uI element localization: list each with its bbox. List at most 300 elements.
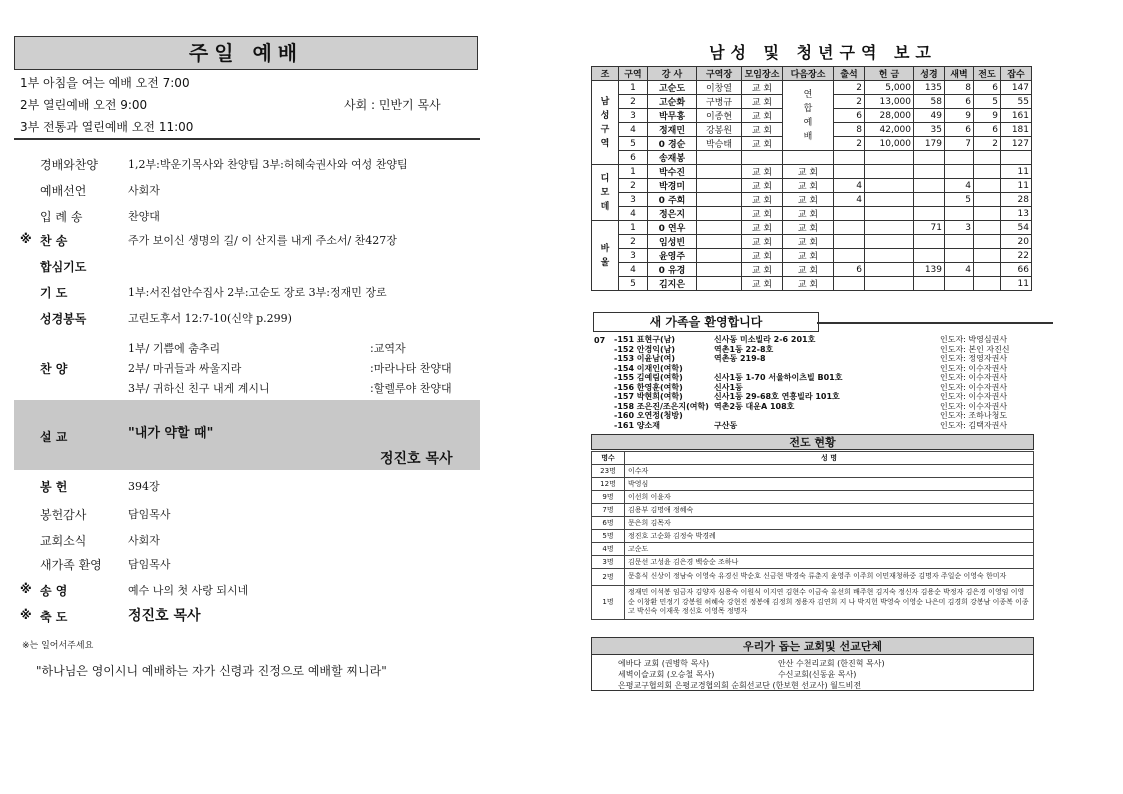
- table-cell: 박경미: [648, 179, 697, 193]
- table-cell: 김지은: [648, 277, 697, 291]
- table-cell: [974, 165, 1001, 179]
- newfamily-name: -157 박현희(여학): [614, 392, 683, 401]
- table-cell: [945, 207, 974, 221]
- table-row: [592, 81, 1032, 95]
- table-cell: 58: [914, 95, 945, 109]
- table-cell: [914, 179, 945, 193]
- praise-choir: :마라나타 찬양대: [370, 362, 452, 375]
- order-label: 봉헌감사: [40, 508, 87, 522]
- newfamily-guide: 인도자: 박영심권사: [940, 335, 1008, 344]
- table-cell: 10,000: [865, 137, 914, 151]
- table-cell: 1: [619, 165, 648, 179]
- order-value: 394장: [128, 480, 160, 493]
- table-cell: 교 회: [742, 81, 783, 95]
- table-row: [592, 543, 1034, 556]
- table-cell: 9: [974, 109, 1001, 123]
- newfamily-address: 역촌2동 대운A 108호: [714, 401, 795, 411]
- table-cell: [865, 151, 914, 165]
- table-cell: 교 회: [742, 179, 783, 193]
- closing-verse: "하나님은 영이시니 예배하는 자가 신령과 진정으로 예배할 찌니라": [36, 664, 387, 678]
- report-header-cell: 조: [592, 67, 619, 81]
- order-value: 담임목사: [128, 558, 171, 571]
- table-row: [592, 530, 1034, 543]
- report-header-cell: 다음장소: [783, 67, 834, 81]
- table-cell: [697, 249, 742, 263]
- service-time-2: 2부 열린예배 오전 9:00: [20, 98, 148, 112]
- table-cell: [945, 235, 974, 249]
- table-cell: [865, 221, 914, 235]
- table-row: [592, 586, 1034, 620]
- table-cell: [834, 277, 865, 291]
- order-label: 입 례 송: [40, 210, 83, 224]
- table-cell: 2: [834, 81, 865, 95]
- order-value: 담임목사: [128, 508, 171, 521]
- worship-order-panel: [14, 36, 480, 756]
- table-cell: 2: [619, 179, 648, 193]
- table-cell: 교 회: [783, 277, 834, 291]
- report-header-cell: 전도: [974, 67, 1001, 81]
- report-header-cell: 새벽: [945, 67, 974, 81]
- table-cell: 5: [619, 137, 648, 151]
- order-label: 교회소식: [40, 534, 87, 548]
- newfamily-address: 신사1동 1-70 서울하이츠빌 B01호: [714, 373, 843, 382]
- table-row: [592, 151, 1032, 165]
- table-cell: 6: [945, 123, 974, 137]
- newfamily-name: -151 표현구(남): [614, 335, 676, 344]
- table-cell: 147: [1001, 81, 1032, 95]
- table-cell: 고순도: [648, 81, 697, 95]
- table-cell: 7: [945, 137, 974, 151]
- evangelism-count: 23명: [592, 465, 625, 478]
- table-cell: 고순화: [648, 95, 697, 109]
- table-cell: 11: [1001, 277, 1032, 291]
- table-cell: [865, 235, 914, 249]
- newfamily-guide: 인도자: 이수자권사: [940, 382, 1008, 392]
- table-row: [592, 193, 1032, 207]
- table-cell: 교 회: [742, 221, 783, 235]
- table-cell: 28: [1001, 193, 1032, 207]
- order-label: 새가족 환영: [40, 558, 102, 572]
- mission-item: 안산 수천리교회 (한진혁 목사): [778, 659, 885, 668]
- newfamily-name: -154 이재인(여학): [614, 363, 683, 373]
- group-name: 디 모 데: [592, 165, 619, 221]
- table-cell: 4: [945, 263, 974, 277]
- table-cell: [865, 207, 914, 221]
- newfamily-guide: 인도자: 이수자권사: [940, 373, 1008, 382]
- table-cell: [974, 193, 1001, 207]
- order-label: 경배와찬양: [40, 158, 98, 172]
- table-cell: 3: [619, 109, 648, 123]
- table-cell: 0 주희: [648, 193, 697, 207]
- order-value: 사회자: [128, 534, 160, 547]
- next-place: 연 합 예 배: [783, 81, 834, 151]
- order-value: 찬양대: [128, 210, 160, 223]
- table-cell: 정재민: [648, 123, 697, 137]
- table-cell: [834, 207, 865, 221]
- divider: [14, 138, 480, 140]
- table-cell: 9: [945, 109, 974, 123]
- table-cell: [865, 165, 914, 179]
- table-cell: 2: [974, 137, 1001, 151]
- newfamily-address: 역촌동 219-8: [714, 354, 766, 363]
- table-cell: [945, 151, 974, 165]
- evangelism-names: 김문선 고성윤 김은경 백승순 조하나: [625, 556, 1034, 569]
- table-cell: 8: [945, 81, 974, 95]
- table-cell: [865, 263, 914, 277]
- evangelism-names: 박영심: [625, 478, 1034, 491]
- table-cell: 박무홍: [648, 109, 697, 123]
- table-cell: [697, 221, 742, 235]
- table-cell: 135: [914, 81, 945, 95]
- report-header-cell: 모임장소: [742, 67, 783, 81]
- newfamily-month: 07: [594, 336, 606, 345]
- table-cell: 박수진: [648, 165, 697, 179]
- table-cell: [742, 151, 783, 165]
- order-value: 1부:서진섭안수집사 2부:고순도 장로 3부:정재민 장로: [128, 286, 387, 299]
- evangelism-table: [591, 451, 1034, 620]
- table-cell: [974, 151, 1001, 165]
- newfamily-address: 구산동: [714, 420, 738, 430]
- order-value: 1,2부:박운기목사와 찬양팀 3부:허혜숙권사와 여성 찬양팀: [128, 158, 408, 171]
- table-cell: 교 회: [742, 207, 783, 221]
- missions-title: 우리가 돕는 교회및 선교단체: [591, 637, 1034, 655]
- table-cell: 교 회: [783, 193, 834, 207]
- table-cell: [834, 249, 865, 263]
- evangelism-names: 고순도: [625, 543, 1034, 556]
- table-cell: 55: [1001, 95, 1032, 109]
- newfamily-guide: 인도자: 정영자권사: [940, 354, 1008, 363]
- table-cell: 교 회: [783, 179, 834, 193]
- order-value: 예수 나의 첫 사랑 되시네: [128, 584, 249, 597]
- divider: [817, 322, 1053, 324]
- sermon-label: 설 교: [40, 430, 68, 444]
- table-cell: [914, 165, 945, 179]
- table-cell: [1001, 151, 1032, 165]
- table-cell: [697, 277, 742, 291]
- table-cell: 3: [945, 221, 974, 235]
- report-header-cell: 헌 금: [865, 67, 914, 81]
- table-cell: 5,000: [865, 81, 914, 95]
- table-cell: 54: [1001, 221, 1032, 235]
- table-cell: 20: [1001, 235, 1032, 249]
- evangelism-names: 정진호 고순화 김정숙 박경례: [625, 530, 1034, 543]
- order-star: ※: [20, 608, 32, 622]
- newfamily-title: 새 가족을 환영합니다: [593, 312, 819, 332]
- table-cell: 4: [619, 207, 648, 221]
- report-header-cell: 강 사: [648, 67, 697, 81]
- order-label: 봉 헌: [40, 480, 68, 494]
- table-cell: 181: [1001, 123, 1032, 137]
- evangelism-count: 9명: [592, 491, 625, 504]
- table-cell: 4: [619, 123, 648, 137]
- table-cell: 4: [619, 263, 648, 277]
- mission-item: 수신교회(신동윤 목사): [778, 670, 857, 679]
- evangelism-header: 성 명: [625, 452, 1034, 465]
- table-cell: 71: [914, 221, 945, 235]
- praise-song: 3부/ 귀하신 친구 내게 계시니: [128, 382, 270, 395]
- table-cell: [834, 151, 865, 165]
- table-cell: [914, 235, 945, 249]
- praise-choir: :교역자: [370, 342, 406, 355]
- service-time-1: 1부 아침을 여는 예배 오전 7:00: [20, 76, 190, 90]
- mission-item: 에바다 교회 (권병학 목사): [618, 659, 710, 668]
- table-cell: 교 회: [742, 263, 783, 277]
- table-cell: 교 회: [742, 137, 783, 151]
- table-cell: 교 회: [742, 193, 783, 207]
- table-cell: 4: [945, 179, 974, 193]
- table-cell: 5: [974, 95, 1001, 109]
- evangelism-count: 2명: [592, 569, 625, 586]
- table-row: [592, 478, 1034, 491]
- group-name: 남 성 구 역: [592, 81, 619, 165]
- table-cell: 임성빈: [648, 235, 697, 249]
- praise-song: 1부/ 기쁨에 춤추리: [128, 342, 221, 355]
- order-value: 주가 보이신 생명의 길/ 이 산지를 내게 주소서/ 찬427장: [128, 234, 397, 247]
- table-cell: 0 연우: [648, 221, 697, 235]
- table-cell: 5: [945, 193, 974, 207]
- table-cell: [697, 193, 742, 207]
- stand-note: ※는 일어서주세요: [22, 641, 94, 651]
- evangelism-count: 1명: [592, 586, 625, 620]
- newfamily-name: -158 조은진/조은지(여학): [614, 401, 709, 411]
- table-cell: [945, 165, 974, 179]
- table-cell: 이종현: [697, 109, 742, 123]
- evangelism-names: 이수자: [625, 465, 1034, 478]
- preacher: 정진호 목사: [380, 451, 453, 467]
- order-label: 합심기도: [40, 260, 87, 274]
- table-cell: 송재봉: [648, 151, 697, 165]
- evangelism-names: 정재민 이석봉 임금자 김양자 심용숙 이원식 이지연 김현수 이금숙 유선희 배주현 김지숙 정신자 김용순 박정자 김은경 이영임 이영순 이창환 민정기 강봉원 허혜숙 강현진 정봉애 김정희 정용자 김연희 지 나 박지헌 박영숙 이영순 나은미 김경희 강봉남 이종복 이종고 박신숙 이재욱 정신호 이영목 정명자: [625, 586, 1034, 620]
- group-report-table: [591, 66, 1032, 291]
- report-header-cell: 잡수: [1001, 67, 1032, 81]
- order-star: ※: [20, 582, 32, 596]
- newfamily-guide: 인도자: 이수자권사: [940, 401, 1008, 411]
- mission-item: 은평교구협의회 은평교경협의회 순회선교단 (한보현 선교사) 월드비전: [618, 681, 862, 690]
- table-cell: 11: [1001, 179, 1032, 193]
- table-cell: 8: [834, 123, 865, 137]
- order-value: 사회자: [128, 184, 160, 197]
- mission-item: 세벽이슬교회 (오승철 목사): [618, 670, 715, 679]
- table-cell: 11: [1001, 165, 1032, 179]
- evangelism-header: 명수: [592, 452, 625, 465]
- report-header-cell: 구역장: [697, 67, 742, 81]
- table-cell: [974, 263, 1001, 277]
- table-row: [592, 179, 1032, 193]
- table-cell: [914, 151, 945, 165]
- table-cell: 4: [834, 179, 865, 193]
- newfamily-name: -160 오연정(청방): [614, 411, 683, 420]
- table-cell: 49: [914, 109, 945, 123]
- table-cell: 교 회: [783, 207, 834, 221]
- table-row: [592, 452, 1034, 465]
- table-cell: 교 회: [783, 165, 834, 179]
- order-label: 성경봉독: [40, 312, 87, 326]
- table-cell: 28,000: [865, 109, 914, 123]
- evangelism-title: 전도 현황: [591, 434, 1034, 450]
- service-time-3: 3부 전통과 열린예배 오전 11:00: [20, 120, 194, 134]
- newfamily-guide: 인도자: 이수자권사: [940, 392, 1008, 401]
- table-cell: 강봉원: [697, 123, 742, 137]
- table-cell: 2: [834, 95, 865, 109]
- report-header-cell: 출석: [834, 67, 865, 81]
- table-cell: [974, 221, 1001, 235]
- evangelism-count: 5명: [592, 530, 625, 543]
- evangelism-count: 7명: [592, 504, 625, 517]
- table-row: [592, 491, 1034, 504]
- table-cell: 정은지: [648, 207, 697, 221]
- table-cell: [974, 207, 1001, 221]
- table-cell: [865, 249, 914, 263]
- evangelism-count: 3명: [592, 556, 625, 569]
- table-cell: 35: [914, 123, 945, 137]
- table-cell: 교 회: [742, 277, 783, 291]
- praise-song: 2부/ 마귀들과 싸울지라: [128, 362, 242, 375]
- table-cell: [697, 165, 742, 179]
- newfamily-guide: 인도자: 이수자권사: [940, 363, 1008, 373]
- table-cell: 1: [619, 221, 648, 235]
- table-cell: [865, 179, 914, 193]
- table-cell: 13: [1001, 207, 1032, 221]
- table-cell: [697, 235, 742, 249]
- benediction-value: 정진호 목사: [128, 608, 201, 624]
- table-cell: 6: [834, 109, 865, 123]
- table-row: [592, 263, 1032, 277]
- table-cell: [974, 249, 1001, 263]
- table-cell: [974, 277, 1001, 291]
- table-cell: [697, 179, 742, 193]
- newfamily-address: 신사1동 29-68호 연흥빌라 101호: [714, 392, 840, 401]
- table-cell: 6: [619, 151, 648, 165]
- praise-choir: :할렐루야 찬양대: [370, 382, 452, 395]
- table-cell: 6: [945, 95, 974, 109]
- report-title: 남성 및 청년구역 보고: [709, 43, 937, 62]
- report-header-cell: 성경: [914, 67, 945, 81]
- table-cell: 2: [834, 137, 865, 151]
- table-row: [592, 207, 1032, 221]
- table-cell: 윤영주: [648, 249, 697, 263]
- newfamily-name: -153 이윤남(여): [614, 354, 676, 363]
- newfamily-name: -156 한영훈(여학): [614, 382, 683, 392]
- table-cell: 2: [619, 235, 648, 249]
- table-cell: 127: [1001, 137, 1032, 151]
- order-value: 고린도후서 12:7-10(신약 p.299): [128, 312, 292, 325]
- table-cell: 6: [834, 263, 865, 277]
- table-cell: [834, 221, 865, 235]
- table-cell: 3: [619, 193, 648, 207]
- newfamily-guide: 인도자: 조하나청도: [940, 411, 1008, 420]
- table-cell: 1: [619, 81, 648, 95]
- page-title: 주일 예배: [14, 36, 478, 70]
- table-cell: 교 회: [742, 123, 783, 137]
- table-row: [592, 465, 1034, 478]
- table-cell: 6: [974, 123, 1001, 137]
- table-cell: [974, 179, 1001, 193]
- order-label: 찬 송: [40, 234, 68, 248]
- evangelism-names: 김용부 김명애 정혜숙: [625, 504, 1034, 517]
- table-row: [592, 165, 1032, 179]
- table-row: [592, 569, 1034, 586]
- table-row: [592, 235, 1032, 249]
- table-cell: [697, 207, 742, 221]
- table-cell: [697, 151, 742, 165]
- table-cell: 42,000: [865, 123, 914, 137]
- table-cell: 교 회: [783, 263, 834, 277]
- table-cell: 5: [619, 277, 648, 291]
- table-cell: 3: [619, 249, 648, 263]
- table-cell: 0 경순: [648, 137, 697, 151]
- table-cell: 2: [619, 95, 648, 109]
- table-cell: [865, 193, 914, 207]
- evangelism-count: 4명: [592, 543, 625, 556]
- benediction-label: 축 도: [40, 610, 68, 624]
- table-row: [592, 277, 1032, 291]
- order-star: ※: [20, 232, 32, 246]
- table-cell: [834, 235, 865, 249]
- table-row: [592, 249, 1032, 263]
- order-label: 기 도: [40, 286, 68, 300]
- newfamily-name: -155 김예림(여학): [614, 373, 683, 382]
- evangelism-names: 이선희 이윤자: [625, 491, 1034, 504]
- table-cell: 13,000: [865, 95, 914, 109]
- sermon-title: "내가 약할 때": [128, 426, 214, 441]
- table-row: [592, 556, 1034, 569]
- table-cell: 4: [834, 193, 865, 207]
- table-cell: [914, 249, 945, 263]
- table-cell: 0 유경: [648, 263, 697, 277]
- table-cell: 교 회: [783, 235, 834, 249]
- table-cell: 교 회: [742, 249, 783, 263]
- evangelism-names: 문은희 김목자: [625, 517, 1034, 530]
- table-row: [592, 504, 1034, 517]
- group-name: 바 울: [592, 221, 619, 291]
- table-cell: [914, 193, 945, 207]
- newfamily-name: -161 양소재: [614, 420, 660, 430]
- table-cell: 교 회: [742, 95, 783, 109]
- evangelism-names: 문흥식 신상이 정남숙 이영숙 유경신 박순호 신금현 박경숙 류춘지 윤영주 이주희 이민재청하중 김명자 주일순 이영숙 한미자: [625, 569, 1034, 586]
- table-cell: [974, 235, 1001, 249]
- table-cell: 이창열: [697, 81, 742, 95]
- table-cell: 139: [914, 263, 945, 277]
- table-cell: 교 회: [742, 165, 783, 179]
- presider: 사회 : 민반기 목사: [344, 98, 441, 112]
- evangelism-count: 12명: [592, 478, 625, 491]
- newfamily-address: 신사1동: [714, 382, 743, 392]
- newfamily-guide: 인도자: 본인 자진신: [940, 344, 1010, 354]
- newfamily-name: -152 안경익(남): [614, 344, 676, 354]
- praise-label: 찬 양: [40, 362, 68, 376]
- table-cell: 22: [1001, 249, 1032, 263]
- table-cell: 교 회: [783, 221, 834, 235]
- table-cell: [865, 277, 914, 291]
- table-cell: 161: [1001, 109, 1032, 123]
- table-cell: [945, 249, 974, 263]
- table-cell: [697, 263, 742, 277]
- table-cell: 66: [1001, 263, 1032, 277]
- table-cell: [783, 151, 834, 165]
- table-cell: 박승태: [697, 137, 742, 151]
- newfamily-address: 역촌1동 22-8호: [714, 344, 774, 354]
- evangelism-count: 6명: [592, 517, 625, 530]
- table-cell: [834, 165, 865, 179]
- table-cell: 구병규: [697, 95, 742, 109]
- table-cell: 6: [974, 81, 1001, 95]
- table-cell: 179: [914, 137, 945, 151]
- table-cell: [914, 277, 945, 291]
- newfamily-guide: 인도자: 김택자권사: [940, 420, 1008, 430]
- order-label: 예배선언: [40, 184, 87, 198]
- table-cell: [945, 277, 974, 291]
- table-cell: [914, 207, 945, 221]
